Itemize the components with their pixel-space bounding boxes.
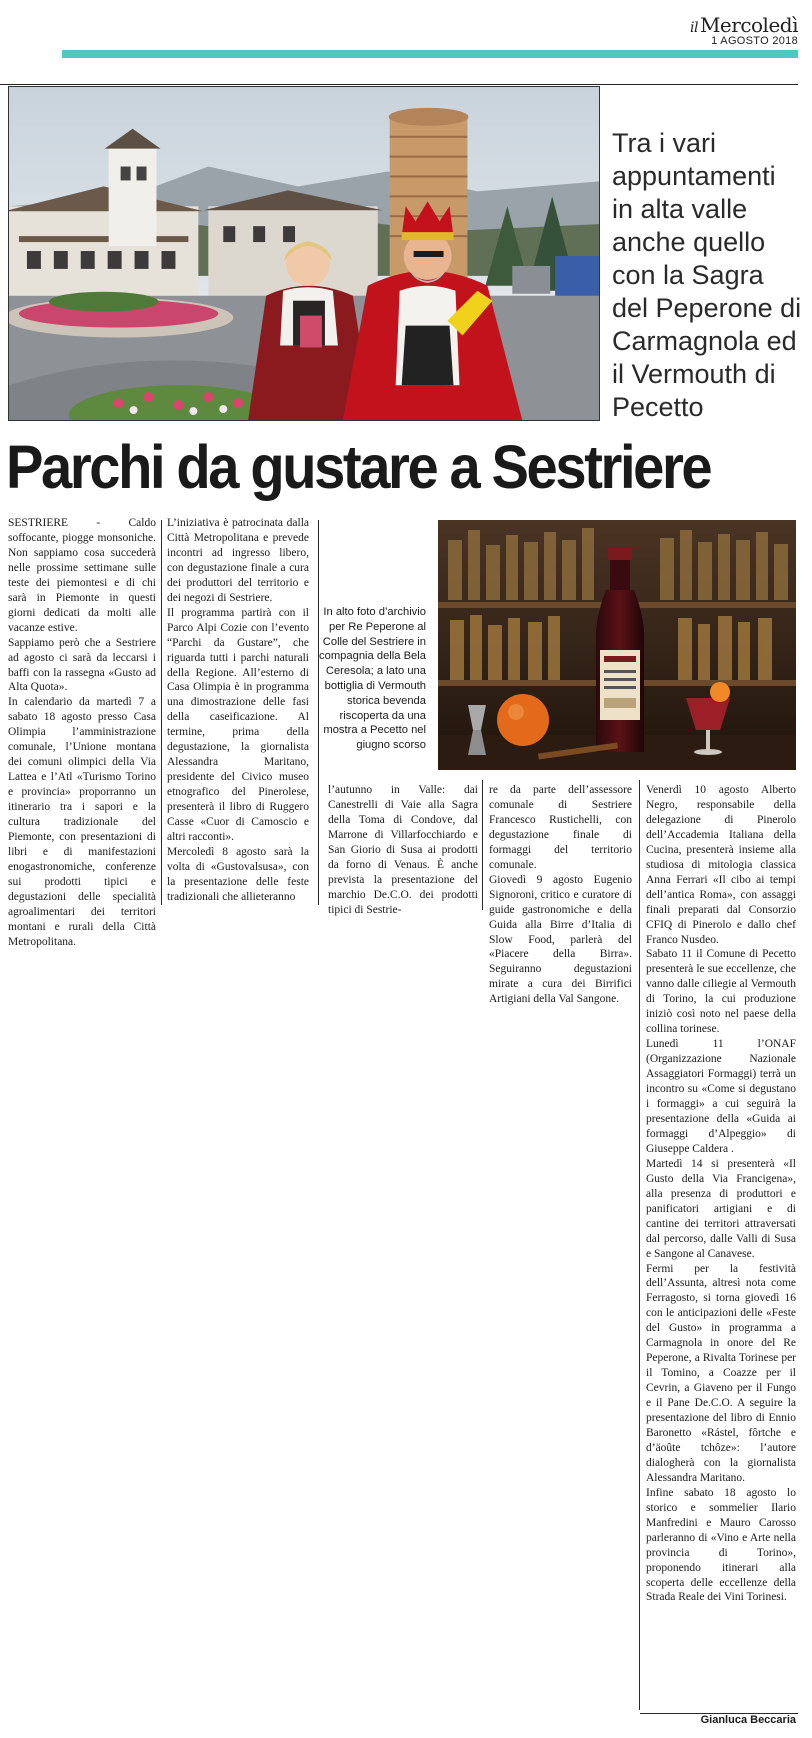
accent-bar — [62, 50, 798, 58]
logo-name: Mercoledì — [699, 13, 798, 37]
issue-date: 1 AGOSTO 2018 — [711, 35, 798, 47]
photo-king-queen-sestriere — [8, 86, 600, 421]
photo-vermouth-illustration — [438, 520, 796, 770]
article-column-4: re da parte dell’assessore comunale di Sestriere Francesco Rustichelli, con degustazione finale di formaggi del territorio comunale. Giovedì 9 agosto Eugenio Signoroni, critico e curatore di guide gastronomiche e della Guida alla Birre d’Italia di Slow Food, parlerà del «Piacere della Birra». Seguiranno degustazioni mirate a cura dei Birrifici Artigiani della Val Sangone. — [489, 784, 632, 1006]
author-byline: Gianluca Beccaria — [700, 1714, 796, 1726]
column-divider-4 — [639, 780, 640, 1710]
masthead — [0, 0, 812, 60]
article-column-5: Venerdì 10 agosto Alberto Negro, responsabile della delegazione di Pinerolo dell’Accademia Italiana della Cucina, presenterà insieme alla studiosa di mitologia classica Anna Ferrari «Il cibo ai tempi dell’antica Roma», con assaggi finali preparati dal Consorzio CFIQ di Pinerolo e dallo chef Franco Nusdeo. Sabato 11 il Comune di Pecetto presenterà le sue eccellenze, che vanno dalle ciliegie al Vermouth di Torino, la cui produzione iniziò così noto nel paese della collina torinese. Lunedì 11 l’ONAF (Organizzazione Nazionale Assaggiatori Formaggi) terrà un incontro su «Come si degustano i formaggi» a cui seguirà la presentazione della «Guida ai formaggi d’Alpeggio» di Giuseppe Caldera . Martedì 14 si presenterà «Il Gusto della Via Francigena», alla presenza di produttori e panificatori artigiani e di cantine dei territori attraversati dal percorso, dalle Valli di Susa e Sangone al Canavese. Fermi per la festività dell’Assunta, altresì nota come Ferragosto, si torna giovedì 16 con le anticipazioni delle «Feste del Gusto» in programma a Carmagnola in onore del Re Peperone, a Rivalta Torinese per il Tomino, a Coazze per il Cevrin, a Giaveno per il Fungo e il Pane De.C.O. A seguire la presentazione del libro di Ennio Baronetto «Rástel, fôrtche e d’äoûte tchôze»: l’autore dialogherà con la giornalista Alessandra Maritano. Infine sabato 18 agosto lo storico e sommelier Ilario Manfredini e Mauro Carosso parleranno di «Vino e Arte nella provincia di Torino», proponendo itinerari alla scoperta delle eccellenze della Strada Reale dei Vini Torinesi. — [646, 784, 796, 1604]
column-divider-3 — [482, 780, 483, 910]
column-divider-2 — [318, 520, 319, 905]
article-column-3: l’autunno in Valle: dai Canestrelli di Vaie alla Sagra della Toma di Condove, dal Marrone di Villarfocchiardo e San Giorio di Susa ai prodotti da forno di Venaus. È anche prevista la presentazione del marchio De.C.O. dei prodotti tipici di Sestrie- — [328, 784, 478, 916]
top-divider — [0, 84, 798, 85]
article-deck: Tra i vari appuntamenti in alta valle anche quello con la Sagra del Peperone di Carmagnola ed il Vermouth di Pecetto — [612, 128, 802, 422]
newspaper-logo — [690, 13, 798, 37]
logo-prefix: il — [689, 20, 698, 36]
column-divider-1 — [161, 520, 162, 905]
photo-caption: In alto foto d’archivio per Re Peperone al Colle del Sestriere in compagnia della Bela Ceresola; a lato una bottiglia di Vermouth storica bevenda riscoperta da una mostra a Pecetto nel giugno scorso — [319, 606, 426, 752]
article-column-1: SESTRIERE - Caldo soffocante, piogge monsoniche. Non sappiamo cosa succederà nelle prossime settimane sulle teste dei piemontesi e di chi sarà in Piemonte in questi giorni dedicati da molti alle vacanze estive. Sappiamo però che a Sestriere ad agosto ci sarà da leccarsi i baffi con la rassegna «Gusto ad Alta Quota». In calendario da martedì 7 a sabato 18 agosto presso Casa Olimpia l’amministrazione comunale, l’Unione montana dei comuni olimpici della Via Lattea e l’Atl «Turismo Torino e provincia» proporranno un itinerario tra i sapori e la cultura tradizionale del Piemonte, con presentazioni di libri e di manifestazioni enogastronomiche, conferenze sui prodotti tipici e degustazioni delle specialità agroalimentari dei territori montani e rurali della Città Metropolitana. — [8, 517, 156, 948]
article-column-2: L’iniziativa è patrocinata dalla Città Metropolitana e prevede incontri ad ingresso libero, con degustazione finale a cura dei produttori del territorio e dei negozi di Sestriere. Il programma partirà con il Parco Alpi Cozie con l’evento “Parchi da Gustare”, che riguarda tutti i parchi naturali della Regione. All’esterno di Casa Olimpia è in programma una dimostrazione delle fasi della caseificazione. Al termine, prima della degustazione, la giornalista Alessandra Maritano, presidente del Civico museo etnografico del Pinerolese, presenterà il libro di Ruggero Casse «Cuor di Camoscio e altri racconti». Mercoledì 8 agosto sarà la volta di «Gustovalsusa», con la presentazione delle feste tradizionali che allieteranno — [167, 517, 309, 903]
article-headline: Parchi da gustare a Sestriere — [6, 433, 711, 501]
photo-vermouth-bottle — [438, 520, 796, 770]
photo-king-queen-illustration — [9, 87, 599, 420]
